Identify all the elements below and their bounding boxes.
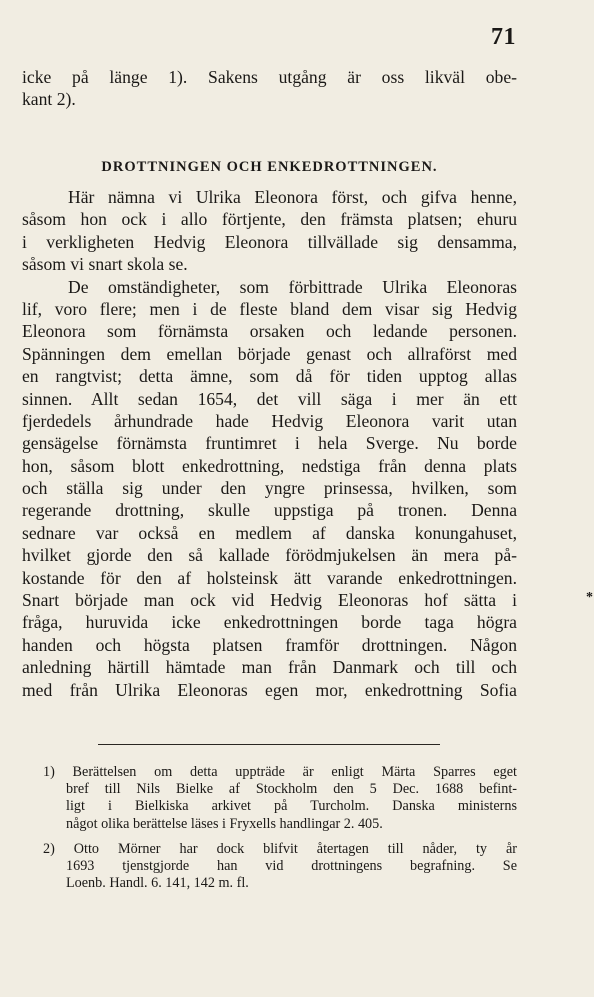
text-line: gensägelse förnämsta fruntimret i hela Sverge. Nu borde [22,433,517,454]
text-line: såsom hon ock i allo förtjente, den främsta platsen; ehuru [22,209,517,230]
text-line: regerande drottning, skulle uppstiga på tronen. Denna [22,500,517,521]
footnote-line: 1693 tjenstgjorde han vid drottningens begrafning. Se [66,857,517,874]
text-line: såsom vi snart skola se. [22,254,188,275]
text-line: icke på länge 1). Sakens utgång är oss likväl obe- [22,67,517,87]
margin-mark: * [586,590,593,605]
footnote-line: 1) Berättelsen om detta uppträde är enligt Märta Sparres eget [43,764,517,780]
text-line: och ställa sig under den yngre prinsessa, hvilken, som [22,478,517,499]
text-line: sinnen. Allt sedan 1654, det vill säga i mer än ett [22,388,517,409]
footnote-1 [20,764,517,833]
text-line: Eleonora som förnämsta orsaken och ledande personen. [22,321,517,342]
text-line: sednare var också en medlem af danska konungahuset, [22,522,517,543]
text-line: hon, såsom blott enkedrottning, nedstiga från denna plats [22,455,517,476]
text-line: fråga, huruvida icke enkedrottningen borde taga högra [22,612,517,633]
text-line: en rangtvist; detta ämne, som då för tiden upptog allas [22,366,517,387]
text-line: anledning härtill hämtade man från Danmark och till och [22,657,517,678]
text-line: Snart började man ock vid Hedvig Eleonoras hof sätta i [22,590,517,611]
footnote-line: Loenb. Handl. 6. 141, 142 m. fl. [66,875,249,892]
text-line: med från Ulrika Eleonoras egen mor, enkedrottning Sofia [22,679,517,700]
text-line: Spänningen dem emellan började genast och allraförst med [22,343,517,364]
text-line: fjerdedels århundrade hade Hedvig Eleonora varit utan [22,410,517,431]
continued-paragraph [22,66,517,111]
text-line: lif, voro flere; men i de fleste bland dem visar sig Hedvig [22,298,517,319]
footnote-divider [98,744,440,745]
text-line: i verkligheten Hedvig Eleonora tillvällade sig densamma, [22,231,517,252]
footnote-line: något olika berättelse läses i Fryxells handlingar 2. 405. [66,815,383,832]
footnote-line: 2) Otto Mörner har dock blifvit återtagen till nåder, ty år [43,840,517,857]
text-line: kant 2). [22,89,76,110]
footnote-spacer [20,833,517,841]
footnotes [20,764,517,892]
text-line: kostande för den af holsteinsk ätt varande enkedrottningen. [22,567,517,588]
text-line: hvilket gjorde den så kallade förödmjukelsen än mera på- [22,545,517,566]
footnote-2 [20,841,517,893]
text-line: Här nämna vi Ulrika Eleonora först, och gifva henne, [68,187,517,207]
text-line: De omständigheter, som förbittrade Ulrika Eleonoras [68,276,517,297]
footnote-line: bref till Nils Bielke af Stockholm den 5 Dec. 1688 befint- [66,781,517,798]
footnote-line: ligt i Bielkiska arkivet på Turcholm. Danska ministerns [66,798,517,815]
section-heading: DROTTNINGEN OCH ENKEDROTTNINGEN. [101,159,438,175]
page-number: 71 [491,24,516,50]
text-line: handen och högsta platsen framför drottningen. Någon [22,634,517,655]
section-body [22,186,517,701]
